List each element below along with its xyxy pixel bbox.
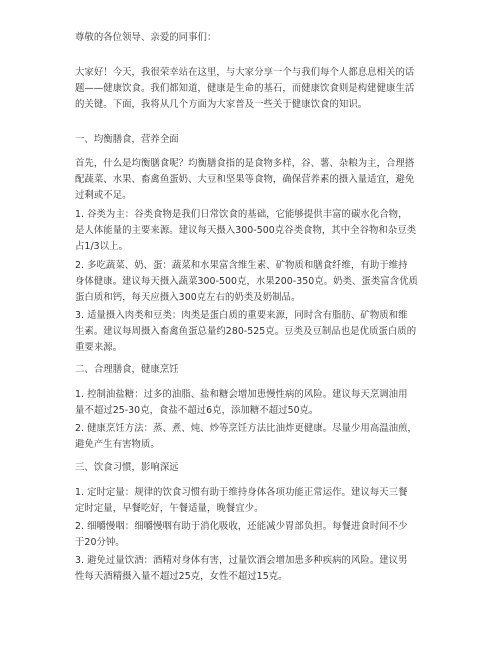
- text-line: 是人体能量的主要来源。建议每天摄入300-500克谷类食物，其中全谷物和杂豆类: [75, 225, 417, 236]
- text-line: 占1/3以上。: [75, 241, 128, 252]
- section-heading: [75, 460, 179, 476]
- salutation: [75, 30, 216, 46]
- text-line: 避免产生有害物质。: [75, 439, 160, 450]
- salutation-line: 尊敬的各位领导、亲爱的同事们：: [75, 32, 217, 43]
- section-heading: [75, 132, 179, 148]
- section-heading: [75, 362, 179, 378]
- text-line: 1. 定时定量：规律的饮食习惯有助于维持身体各项功能正常运作。建议每天三餐: [75, 487, 408, 498]
- text-line: 于20分钟。: [75, 537, 125, 548]
- text-line: 首先，什么是均衡膳食呢？均衡膳食指的是食物多样，谷、薯、杂粮为主，合理搭: [75, 158, 415, 169]
- text-line: 过剩或不足。: [75, 190, 132, 201]
- text-line: 定时定量，早餐吃好，午餐适量，晚餐宜少。: [75, 503, 264, 514]
- text-line: 配蔬菜、水果、畜禽鱼蛋奶、大豆和坚果等食物，确保营养素的摄入量适宜，避免: [75, 174, 415, 185]
- text-line: 的关键。下面，我将从几个方面为大家普及一些关于健康饮食的知识。: [75, 99, 368, 110]
- text-line: 生素。建议每周摄入畜禽鱼蛋总量约280-525克。豆类及豆制品也是优质蛋白质的: [75, 326, 417, 337]
- heading-line: 二、合理膳食，健康烹饪: [75, 364, 179, 375]
- heading-line: 三、饮食习惯，影响深远: [75, 462, 179, 473]
- text-line: 2. 多吃蔬菜、奶、蛋：蔬菜和水果富含维生素、矿物质和膳食纤维，有助于维持: [75, 260, 408, 271]
- text-line: 3. 避免过量饮酒：酒精对身体有害，过量饮酒会增加患多种疾病的风险。建议男: [75, 555, 408, 566]
- intro-paragraph: [75, 65, 414, 113]
- list-item: [75, 485, 408, 517]
- text-line: 量不超过25-30克，食盐不超过6克，添加糖不超过50克。: [75, 405, 319, 416]
- section1-intro: [75, 156, 414, 204]
- text-line: 蛋白质和钙，每天应摄入300克左右的奶类及奶制品。: [75, 292, 301, 303]
- text-line: 2. 健康烹饪方法：蒸、煮、炖、炒等烹饪方法比油炸更健康。尽量少用高温油煎，: [75, 423, 417, 434]
- list-item: [75, 308, 416, 356]
- list-item: [75, 387, 408, 419]
- list-item: [75, 519, 408, 551]
- text-line: 性每天酒精摄入量不超过25克，女性不超过15克。: [75, 571, 288, 582]
- list-item: [75, 421, 417, 453]
- text-line: 身体健康。建议每天摄入蔬菜300-500克，水果200-350克。奶类、蛋类富含优质: [75, 276, 418, 287]
- text-line: 1. 谷类为主：谷类食物是我们日常饮食的基础，它能够提供丰富的碳水化合物，: [75, 209, 408, 220]
- text-line: 重要来源。: [75, 342, 123, 353]
- heading-line: 一、均衡膳食，营养全面: [75, 134, 179, 145]
- text-line: 3. 适量摄入肉类和豆类：肉类是蛋白质的重要来源，同时含有脂肪、矿物质和维: [75, 310, 408, 321]
- list-item: [75, 553, 408, 585]
- text-line: 2. 细嚼慢咽：细嚼慢咽有助于消化吸收，还能减少胃部负担。每餐进食时间不少: [75, 521, 408, 532]
- list-item: [75, 207, 416, 255]
- text-line: 1. 控制油盐糖：过多的油脂、盐和糖会增加患慢性病的风险。建议每天烹调油用: [75, 389, 408, 400]
- text-line: 大家好！今天，我很荣幸站在这里，与大家分享一个与我们每个人都息息相关的话: [75, 67, 415, 78]
- list-item: [75, 258, 418, 306]
- text-line: 题——健康饮食。我们都知道，健康是生命的基石，而健康饮食则是构建健康生活: [75, 83, 415, 94]
